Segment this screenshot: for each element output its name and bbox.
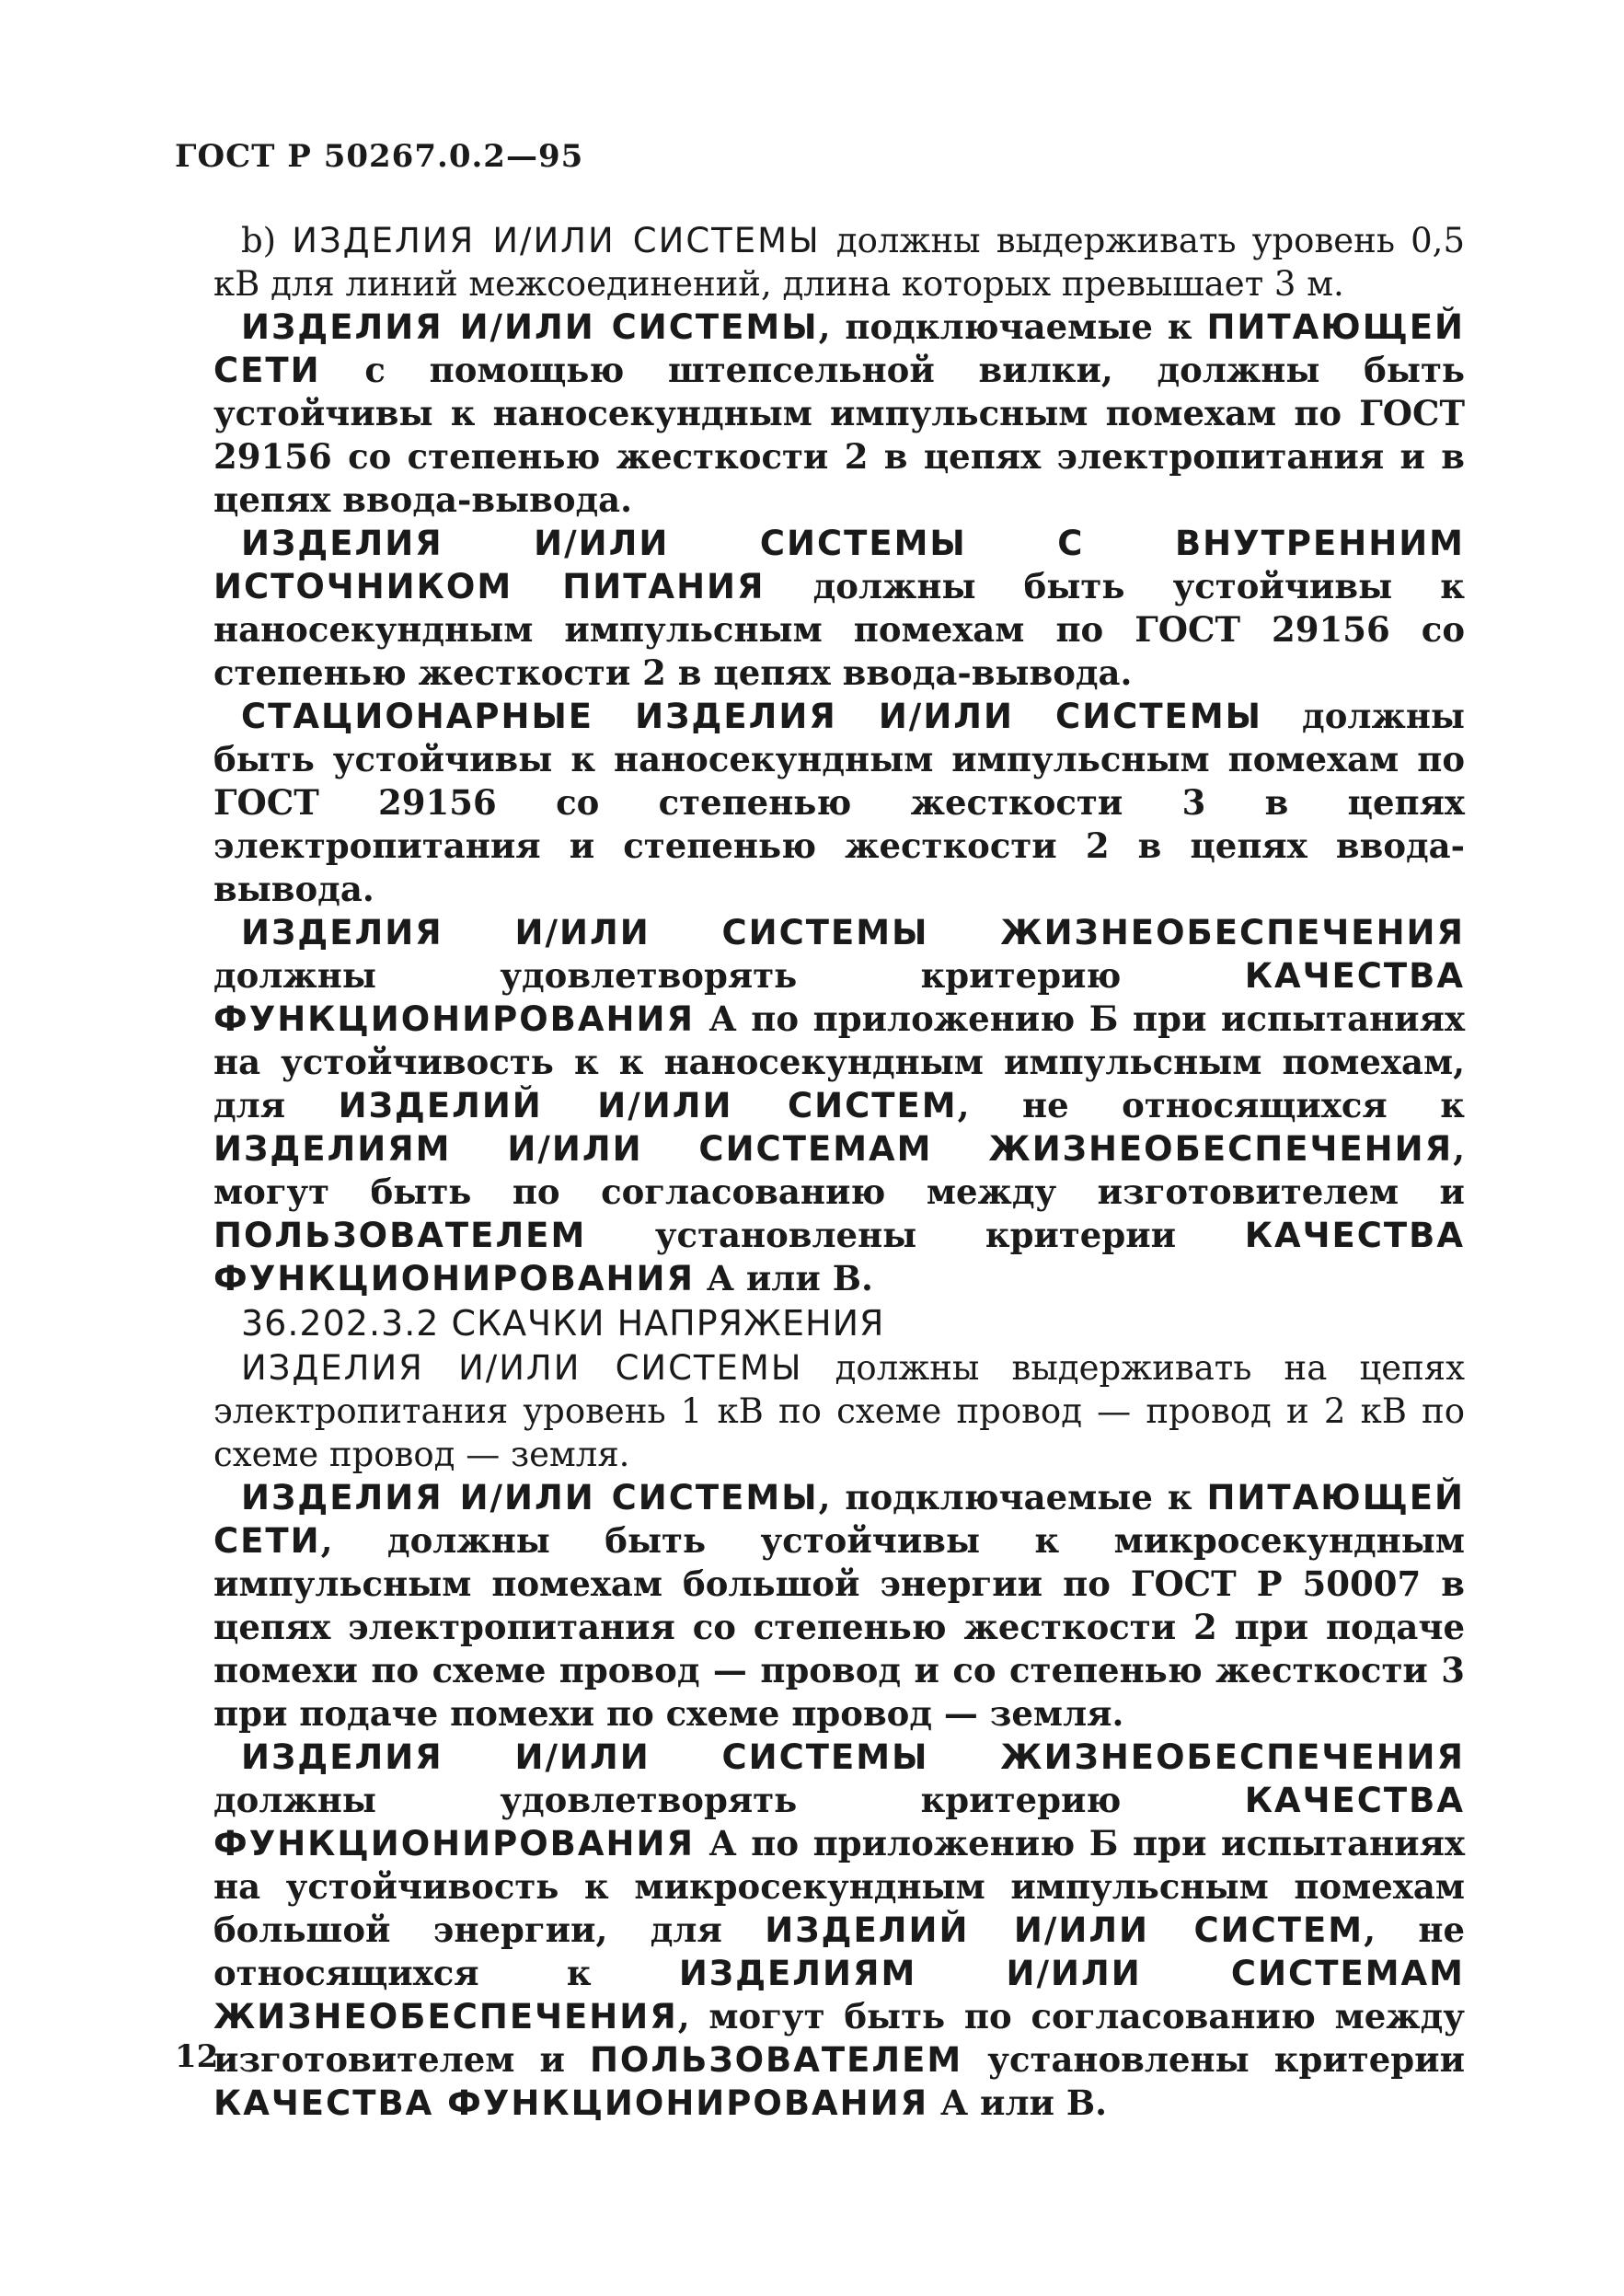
text-run: b) [241,221,293,260]
term-emphasis: ПИТАЮЩЕЙ СЕТИ [213,307,1465,390]
paragraph [213,219,1465,306]
text-run: А по приложению Б при испытаниях на устойчивость к микросекундным импульсным помехам большой энергии, для [213,1823,1465,1950]
paragraph [213,1476,1465,1736]
term-emphasis: КАЧЕСТВА ФУНКЦИОНИРОВАНИЯ [213,1216,1465,1298]
text-run: , не относящихся к [957,1085,1466,1125]
text-run: установлены критерии [962,2039,1466,2080]
text-run: с помощью штепсельной вилки, должны быть устойчивы к наносекундным импульсным помехам по ГОСТ 29156 со степенью жесткости 2 в цепях электропитания и в цепях ввода-вывода. [213,350,1465,520]
paragraph [213,911,1465,1300]
term-emphasis: ПОЛЬЗОВАТЕЛЕМ [213,1216,587,1255]
term-emphasis: ИЗДЕЛИЙ И/ИЛИ СИСТЕМ [338,1086,958,1125]
paragraph [213,695,1465,911]
term-emphasis: ИЗДЕЛИЯ И/ИЛИ СИСТЕМЫ [292,221,821,260]
text-run: А или В. [928,2083,1108,2123]
term-emphasis: ИЗДЕЛИЯ И/ИЛИ СИСТЕМЫ С ВНУТРЕННИМ ИСТОЧНИКОМ ПИТАНИЯ [213,524,1465,606]
document-header: ГОСТ Р 50267.0.2—95 [175,138,584,175]
document-body [213,219,1465,2125]
text-run: должны удовлетворять критерию [213,955,1245,996]
term-emphasis: ИЗДЕЛИЯМ И/ИЛИ СИСТЕМАМ ЖИЗНЕОБЕСПЕЧЕНИЯ [213,1129,1454,1169]
paragraph [213,522,1465,695]
page-number: 12 [175,2038,219,2075]
term-emphasis: СТАЦИОНАРНЫЕ ИЗДЕЛИЯ И/ИЛИ СИСТЕМЫ [241,697,1262,736]
text-run: А по приложению Б при испытаниях на устойчивость к к наносекундным импульсным помехам, для [213,998,1465,1125]
term-emphasis: ИЗДЕЛИЯ И/ИЛИ СИСТЕМЫ [241,1478,819,1517]
text-run: должны выдерживать на цепях электропитания уровень 1 кВ по схеме провод — провод и 2 кВ по схеме провод — земля. [213,1348,1465,1474]
text-run: , подключаемые к [818,306,1207,347]
text-run: должны удовлетворять критерию [213,1780,1245,1820]
term-emphasis: ИЗДЕЛИЯ И/ИЛИ СИСТЕМЫ ЖИЗНЕОБЕСПЕЧЕНИЯ [241,913,1465,952]
term-emphasis: ПОЛЬЗОВАТЕЛЕМ [589,2040,963,2080]
paragraph [213,1346,1465,1476]
section-heading [213,1300,1465,1346]
paragraph [213,306,1465,522]
text-run: должны выдерживать уровень 0,5 кВ для линий межсоединений, длина которых превышает 3 м. [213,221,1465,304]
text-run: , должны быть устойчивы к микросекундным импульсным помехам большой энергии по ГОСТ Р 50007 в цепях электропитания со степенью жесткости 2 при подаче помехи по схеме провод — провод и со степенью жесткости 3 при подаче помехи по схеме провод — земля. [213,1520,1465,1734]
term-emphasis: ИЗДЕЛИЯ И/ИЛИ СИСТЕМЫ [241,1348,803,1388]
text-run: установлены критерии [586,1215,1245,1255]
term-emphasis: ПИТАЮЩЕЙ СЕТИ [213,1478,1465,1561]
term-emphasis: ИЗДЕЛИЯ И/ИЛИ СИСТЕМЫ ЖИЗНЕОБЕСПЕЧЕНИЯ [241,1737,1465,1777]
term-emphasis: ИЗДЕЛИЙ И/ИЛИ СИСТЕМ [765,1910,1365,1950]
term-emphasis: КАЧЕСТВА ФУНКЦИОНИРОВАНИЯ [213,2083,929,2123]
text-run: А или В. [694,1258,873,1298]
term-emphasis: КАЧЕСТВА ФУНКЦИОНИРОВАНИЯ [213,1781,1465,1863]
term-emphasis: КАЧЕСТВА ФУНКЦИОНИРОВАНИЯ [213,956,1465,1039]
text-run: , могут быть по согласованию между изготовителем и [213,1128,1465,1212]
term-emphasis: ИЗДЕЛИЯМ И/ИЛИ СИСТЕМАМ ЖИЗНЕОБЕСПЕЧЕНИЯ [213,1954,1465,2036]
text-run: должны быть устойчивы к наносекундным импульсным помехам по ГОСТ 29156 со степенью жесткости 3 в цепях электропитания и степенью жесткости 2 в цепях ввода-вывода. [213,696,1465,909]
text-run: должны быть устойчивы к наносекундным импульсным помехам по ГОСТ 29156 со степенью жесткости 2 в цепях ввода-вывода. [213,566,1465,693]
term-emphasis: ИЗДЕЛИЯ И/ИЛИ СИСТЕМЫ [241,307,819,347]
text-run: , не относящихся к [213,1909,1465,1993]
paragraph [213,1736,1465,2125]
text-run: , подключаемые к [818,1477,1207,1517]
text-run: 36.202.3.2 СКАЧКИ НАПРЯЖЕНИЯ [241,1303,885,1344]
text-run: , могут быть по согласованию между изготовителем и [213,1996,1465,2080]
